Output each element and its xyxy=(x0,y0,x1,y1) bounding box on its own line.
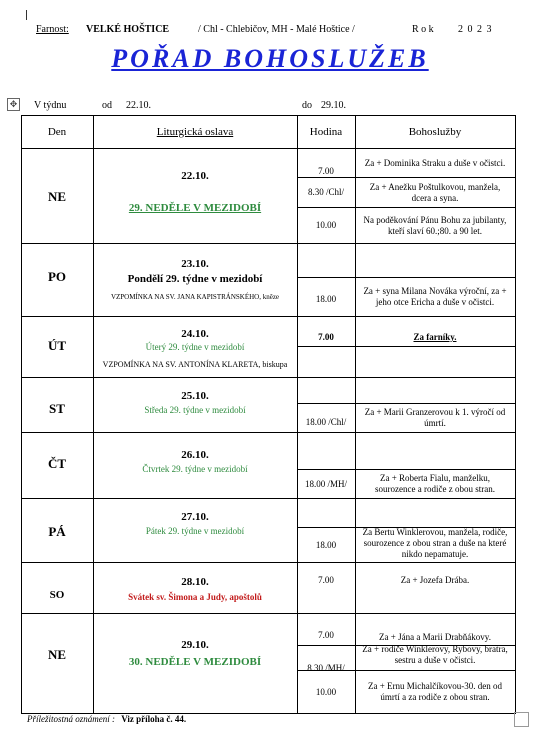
time-cell: 7.00 xyxy=(318,574,334,585)
day-cell: PO xyxy=(47,268,67,284)
day-cell: ÚT xyxy=(47,337,67,353)
intention-cell: Za + Anežku Poštulkovou, manžela, dcera a syna. xyxy=(369,181,501,203)
column-header-liturgicka: Liturgická oslava xyxy=(156,125,234,138)
intention-cell: Za + Marii Granzerovou k 1. výročí od úmrtí. xyxy=(364,407,506,428)
day-cell: PÁ xyxy=(48,523,66,539)
rok-label: R o k xyxy=(412,24,434,35)
week-do-label: do xyxy=(302,100,312,111)
date-cell: 23.10. xyxy=(181,257,209,270)
date-cell: 26.10. xyxy=(181,448,209,461)
footer-text: Viz příloha č. 44. xyxy=(121,714,187,724)
time-cell: 8.30 /MH/ xyxy=(307,662,345,673)
week-od-label: od xyxy=(102,100,112,111)
celebration-cell: Svátek sv. Šimona a Judy, apoštolů xyxy=(128,592,262,602)
page-title: POŘAD BOHOSLUŽEB xyxy=(111,44,429,73)
column-header-bohosluzby: Bohoslužby xyxy=(408,125,462,138)
intention-cell: Za + syna Milana Nováka výroční, za + jeho otce Ericha a duše v očistci. xyxy=(363,286,507,307)
time-cell: 18.00 /Chl/ xyxy=(305,417,347,427)
date-cell: 22.10. xyxy=(181,169,209,182)
time-cell: 10.00 xyxy=(315,686,337,697)
time-cell: 10.00 xyxy=(315,220,337,230)
memorial-note: VZPOMÍNKA NA SV. JANA KAPISTRÁNSKÉHO, kněze xyxy=(110,292,280,301)
day-cell: NE xyxy=(47,646,67,662)
day-cell: ST xyxy=(49,400,65,416)
intention-cell: Za + Roberta Fialu, manželku, sourozence a rodiče z obou stran. xyxy=(375,473,495,494)
time-cell: 7.00 xyxy=(318,630,334,640)
celebration-cell: Úterý 29. týdne v mezidobí xyxy=(145,342,245,352)
intention-cell: Na poděkování Pánu Bohu za jubilanty, kteří slaví 60.;80. a 90 let. xyxy=(363,214,507,236)
day-cell: SO xyxy=(49,588,65,601)
date-cell: 27.10. xyxy=(181,510,209,523)
intention-cell: Za + Ernu Michalčíkovou-30. den od úmrtí a za rodiče z obou stran. xyxy=(367,681,503,702)
intention-cell: Za + Jozefa Drába. xyxy=(400,574,470,585)
time-cell: 7.00 xyxy=(318,332,334,342)
time-cell: 7.00 xyxy=(318,165,334,176)
places-legend: / Chl - Chlebičov, MH - Malé Hoštice / xyxy=(198,24,355,35)
move-handle-icon[interactable]: ✥ xyxy=(7,98,20,111)
column-header-den: Den xyxy=(47,125,67,138)
intention-cell: Za + Dominika Straku a duše v očistci. xyxy=(364,157,506,168)
week-od: 22.10. xyxy=(126,100,151,111)
table-resize-handle-icon[interactable] xyxy=(514,712,529,727)
date-cell: 29.10. xyxy=(181,638,209,651)
date-cell: 28.10. xyxy=(181,575,209,588)
day-cell: ČT xyxy=(47,455,67,471)
celebration-text: 29. NEDĚLE V MEZIDOBÍ xyxy=(128,201,262,214)
date-cell: 24.10. xyxy=(181,327,209,340)
footer-label: Příležitostná oznámení : xyxy=(27,714,115,724)
celebration-cell: Středa 29. týdne v mezidobí xyxy=(144,405,246,415)
intention-cell: Za farníky. xyxy=(413,332,457,342)
farnost-name: VELKÉ HOŠTICE xyxy=(86,24,170,35)
celebration-cell: Pátek 29. týdne v mezidobí xyxy=(145,526,245,536)
year: 2 0 2 3 xyxy=(458,24,493,35)
time-cell: 8.30 /Chl/ xyxy=(307,187,344,197)
intention-cell: Za Bertu Winklerovou, manžela, rodiče, sourozence z obou stran a duše na které nikdo nepamatuje. xyxy=(362,527,508,559)
week-label: V týdnu xyxy=(34,100,67,111)
farnost-label: Farnost: xyxy=(36,24,69,35)
celebration-cell: Čtvrtek 29. týdne v mezidobí xyxy=(142,464,248,474)
cursor-mark xyxy=(26,10,27,20)
intention-cell: Za + Jána a Marii Drabňákovy. xyxy=(379,632,491,642)
time-cell: 18.00 /MH/ xyxy=(304,478,347,489)
footer xyxy=(27,714,186,724)
column-header-hodina: Hodina xyxy=(309,125,343,138)
celebration-cell: Pondělí 29. týdne v mezidobí xyxy=(127,272,263,285)
week-do: 29.10. xyxy=(321,100,346,111)
celebration-cell: 30. NEDĚLE V MEZIDOBÍ xyxy=(128,655,262,668)
time-cell: 18.00 xyxy=(315,539,337,550)
date-cell: 25.10. xyxy=(181,389,209,402)
intention-cell: Za + rodiče Winklerovy, Rybovy, bratra, sestru a duše v očistci. xyxy=(362,644,508,665)
time-cell: 18.00 xyxy=(315,294,337,304)
memorial-note: VZPOMÍNKA NA SV. ANTONÍNA KLARETA, biskupa xyxy=(102,359,288,369)
day-cell: NE xyxy=(47,188,67,204)
celebration-cell xyxy=(93,198,297,218)
